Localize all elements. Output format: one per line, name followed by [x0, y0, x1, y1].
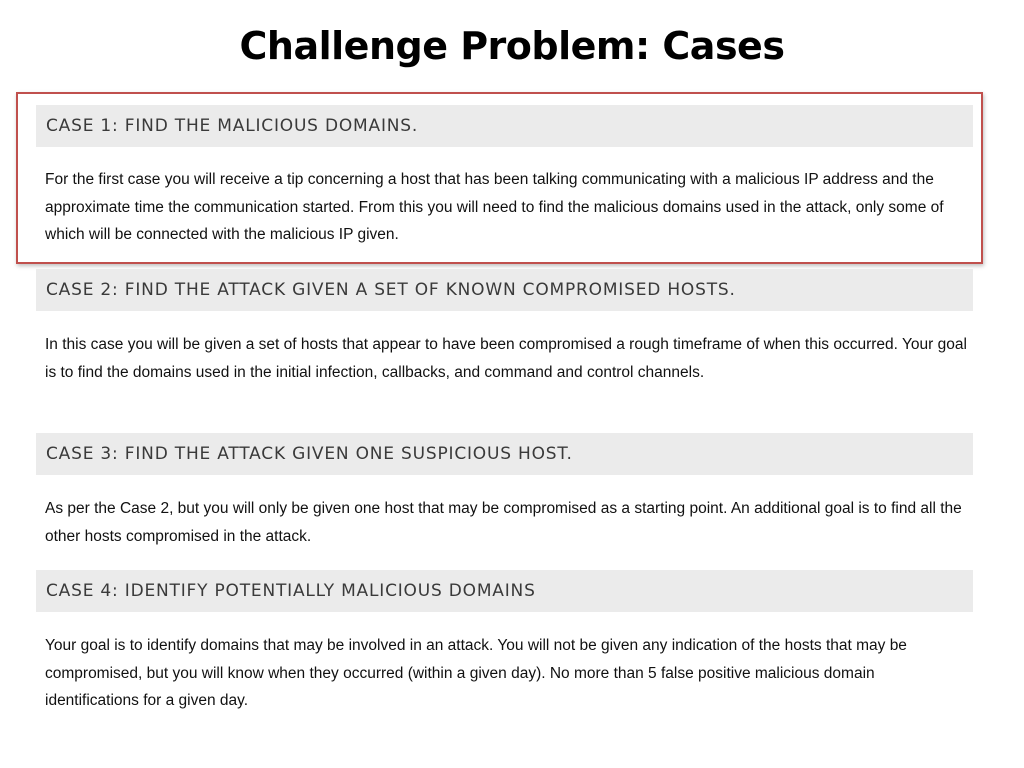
case-3-description: As per the Case 2, but you will only be given one host that may be compromised as a starting point. An additional goal is to find all the other hosts compromised in the attack. — [45, 500, 962, 545]
case-2-heading: CASE 2: FIND THE ATTACK GIVEN A SET OF KNOWN COMPROMISED HOSTS. — [36, 269, 973, 311]
slide-title: Challenge Problem: Cases — [239, 24, 785, 68]
case-1-heading: CASE 1: FIND THE MALICIOUS DOMAINS. — [36, 105, 973, 147]
case-2-description: In this case you will be given a set of hosts that appear to have been compromised a rough timeframe of when this occurred. Your goal is to find the domains used in the initial infection, callbacks, and command and control channels. — [45, 336, 967, 381]
case-3-heading: CASE 3: FIND THE ATTACK GIVEN ONE SUSPICIOUS HOST. — [36, 433, 973, 475]
case-1-description: For the first case you will receive a tip concerning a host that has been talking communicating with a malicious IP address and the approximate time the communication started. From this you will need to find the malicious domains used in the attack, only some of which will be connected with the malicious IP given. — [45, 171, 944, 243]
case-4-description: Your goal is to identify domains that may be involved in an attack. You will not be given any indication of the hosts that may be compromised, but you will know when they occurred (within a given day). No more than 5 false positive malicious domain identifications for a given day. — [45, 637, 907, 709]
case-4-heading: CASE 4: IDENTIFY POTENTIALLY MALICIOUS DOMAINS — [36, 570, 973, 612]
